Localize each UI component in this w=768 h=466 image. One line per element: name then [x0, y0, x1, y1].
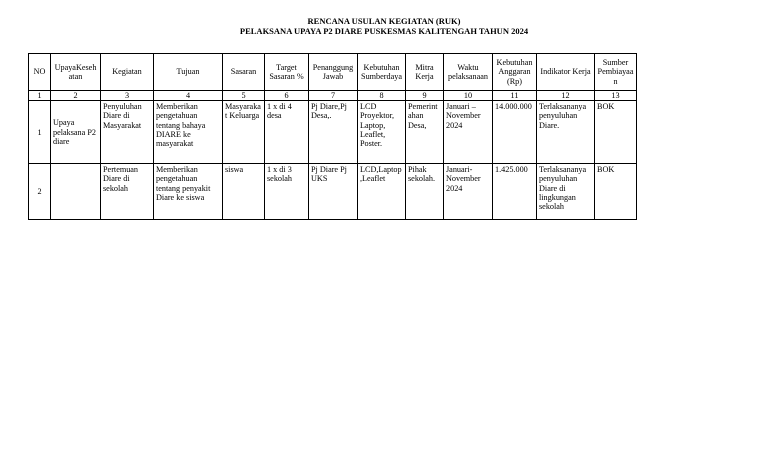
column-number: 8 — [358, 91, 406, 101]
cell-target-sasaran: 1 x di 4 desa — [265, 101, 309, 164]
column-number: 12 — [537, 91, 595, 101]
column-number-row — [29, 91, 637, 101]
ruk-table — [28, 53, 637, 220]
title-line-1: RENCANA USULAN KEGIATAN (RUK) — [307, 16, 461, 26]
header-sasaran: Sasaran — [223, 54, 265, 91]
cell-tujuan: Memberikan pengetahuan tentang penyakit Diare ke siswa — [154, 164, 223, 220]
cell-no: 2 — [29, 164, 51, 220]
cell-upaya-kesehatan: Upaya pelaksana P2 diare — [51, 101, 101, 164]
column-number: 5 — [223, 91, 265, 101]
header-indikator-kerja: Indikator Kerja — [537, 54, 595, 91]
cell-sasaran: Masyarakat Keluarga — [223, 101, 265, 164]
table-row — [29, 164, 637, 220]
cell-tujuan: Memberikan pengetahuan tentang bahaya DIARE ke masyarakat — [154, 101, 223, 164]
cell-waktu-pelaksanaan: Januari – November 2024 — [444, 101, 493, 164]
cell-penanggung-jawab: Pj Diare,Pj Desa,. — [309, 101, 358, 164]
cell-upaya-kesehatan — [51, 164, 101, 220]
column-number: 4 — [154, 91, 223, 101]
header-sumber-pembiayaan: Sumber Pembiayaan — [595, 54, 637, 91]
header-upaya-kesehatan: UpayaKesehatan — [51, 54, 101, 91]
column-number: 13 — [595, 91, 637, 101]
cell-kebutuhan-sumberdaya: LCD,Laptop,Leaflet — [358, 164, 406, 220]
header-penanggung-jawab: Penanggung Jawab — [309, 54, 358, 91]
header-kebutuhan-anggaran: Kebutuhan Anggaran (Rp) — [493, 54, 537, 91]
header-tujuan: Tujuan — [154, 54, 223, 91]
column-number: 7 — [309, 91, 358, 101]
header-no: NO — [29, 54, 51, 91]
cell-target-sasaran: 1 x di 3 sekolah — [265, 164, 309, 220]
cell-kegiatan: Penyuluhan Diare di Masyarakat — [101, 101, 154, 164]
header-row — [29, 54, 637, 91]
column-number: 1 — [29, 91, 51, 101]
cell-mitra-kerja: Pihak sekolah. — [406, 164, 444, 220]
column-number: 10 — [444, 91, 493, 101]
cell-waktu-pelaksanaan: Januari- November 2024 — [444, 164, 493, 220]
cell-sasaran: siswa — [223, 164, 265, 220]
column-number: 6 — [265, 91, 309, 101]
column-number: 11 — [493, 91, 537, 101]
column-number: 2 — [51, 91, 101, 101]
column-number: 9 — [406, 91, 444, 101]
cell-indikator-kerja: Terlaksananya penyuluhan Diare di lingkungan sekolah — [537, 164, 595, 220]
title-line-2: PELAKSANA UPAYA P2 DIARE PUSKESMAS KALITENGAH TAHUN 2024 — [239, 26, 529, 36]
cell-kebutuhan-sumberdaya: LCD Proyektor, Laptop, Leaflet, Poster. — [358, 101, 406, 164]
document-title — [0, 16, 768, 36]
table-row — [29, 101, 637, 164]
cell-sumber-pembiayaan: BOK — [595, 101, 637, 164]
cell-kegiatan: Pertemuan Diare di sekolah — [101, 164, 154, 220]
cell-sumber-pembiayaan: BOK — [595, 164, 637, 220]
cell-kebutuhan-anggaran: 14.000.000 — [493, 101, 537, 164]
column-number: 3 — [101, 91, 154, 101]
cell-penanggung-jawab: Pj Diare Pj UKS — [309, 164, 358, 220]
cell-no: 1 — [29, 101, 51, 164]
header-mitra-kerja: Mitra Kerja — [406, 54, 444, 91]
cell-mitra-kerja: Pemerintahan Desa, — [406, 101, 444, 164]
header-kegiatan: Kegiatan — [101, 54, 154, 91]
header-waktu-pelaksanaan: Waktu pelaksanaan — [444, 54, 493, 91]
cell-indikator-kerja: Terlaksananya penyuluhan Diare. — [537, 101, 595, 164]
cell-kebutuhan-anggaran: 1.425.000 — [493, 164, 537, 220]
header-target-sasaran: Target Sasaran % — [265, 54, 309, 91]
header-kebutuhan-sumberdaya: Kebutuhan Sumberdaya — [358, 54, 406, 91]
